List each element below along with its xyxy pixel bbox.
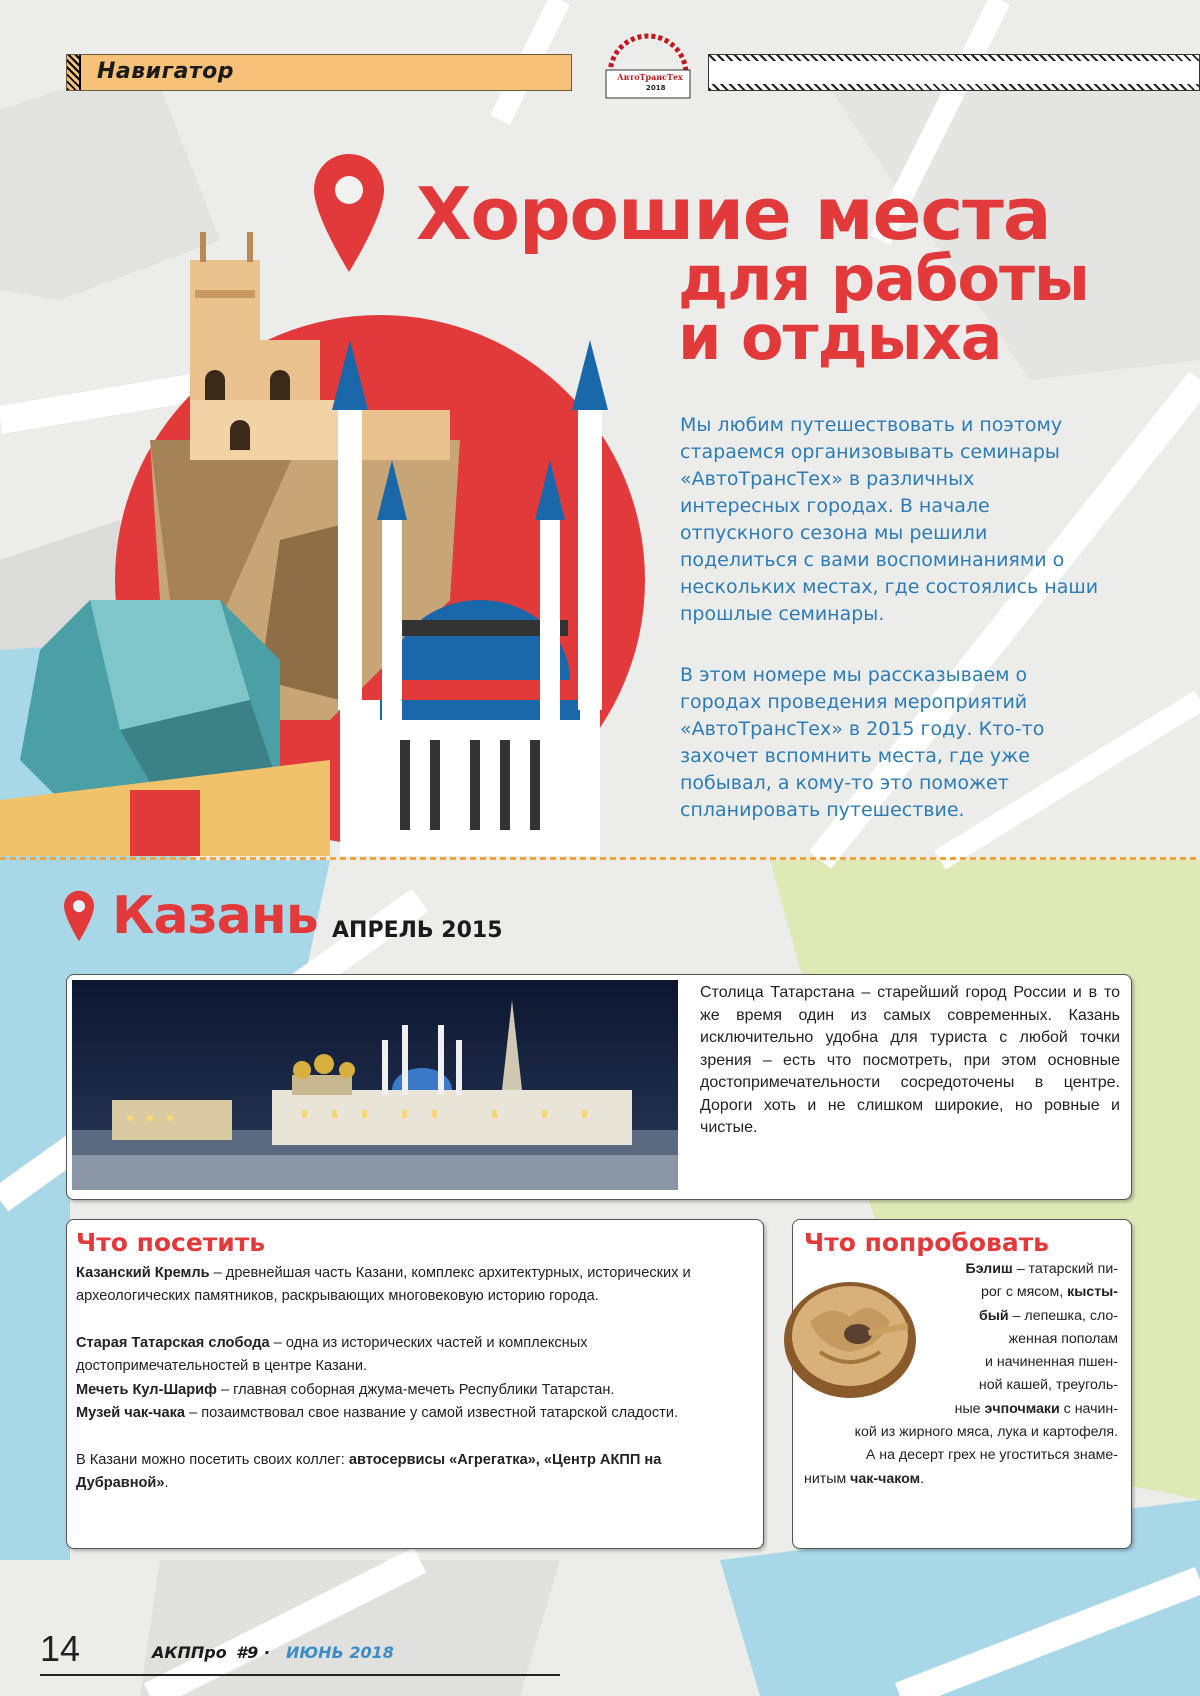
intro-paragraph-1: Мы любим путешествовать и поэтому стараемся организовывать семинары «АвтоТрансТех» в различных интересных городах. В начале отпускного сезона мы решили поделиться с вами воспоминаниями о нескольких местах, где состоялись наши прошлые семинары. — [680, 414, 1099, 625]
colleagues-suffix: . — [164, 1475, 169, 1492]
try-line — [804, 1468, 1118, 1491]
try-line: женная пополам — [1008, 1330, 1118, 1347]
try-line — [800, 1398, 1118, 1421]
logo-text: АвтоТрансТех — [617, 72, 683, 82]
visit-item — [76, 1332, 752, 1379]
visit-item-name: Музей чак-чака — [76, 1405, 186, 1421]
visit-item-text: – одна из исторических частей и комплексных достопримечательностей в центре Казани. — [76, 1335, 588, 1375]
try-line-text: . — [920, 1470, 925, 1487]
magazine-name: АКППро — [152, 1643, 227, 1662]
visit-item-text: – древнейшая часть Казани, комплекс архитектурных, исторических и археологических памятников, раскрывающих многовековую историю города. — [76, 1265, 691, 1305]
colleagues-prefix: В Казани можно посетить своих коллег: — [76, 1452, 349, 1468]
page-title — [416, 172, 1156, 374]
what-to-visit-title: Что посетить — [76, 1228, 266, 1257]
visit-item — [76, 1379, 752, 1402]
try-line — [800, 1281, 1118, 1304]
intro-paragraph-2: В этом номере мы рассказываем о городах проведения мероприятий «АвтоТрансТех» в 2015 году. Кто-то захочет вспомнить места, где уже побывал, а кому-то это поможет спланировать путешествие. — [680, 664, 1045, 821]
try-line: кой из жирного мяса, лука и картофеля. — [854, 1424, 1118, 1441]
title-line-3: и отдыха — [678, 300, 1002, 374]
section-header-bar — [66, 54, 572, 91]
title-line-1: Хорошие места — [416, 172, 1051, 256]
try-line-text: – татарский пи- — [1012, 1261, 1118, 1277]
issue-number: #9 · — [236, 1643, 270, 1662]
try-line — [800, 1305, 1118, 1328]
autotranstech-logo — [596, 30, 700, 100]
location-pin-icon — [314, 154, 384, 272]
try-line: А на десерт грех не угоститься знаме- — [865, 1447, 1118, 1464]
page-number: 14 — [40, 1628, 81, 1669]
dish-name: эчпочмаки — [984, 1400, 1060, 1417]
dish-name: Бэлиш — [965, 1261, 1013, 1277]
visit-item-name: Старая Татарская слобода — [76, 1335, 270, 1351]
try-line: ной кашей, треуголь- — [978, 1377, 1118, 1394]
dish-name: кысты- — [1067, 1284, 1118, 1301]
try-line-text: ные — [954, 1400, 985, 1417]
try-line-text: с начин- — [1059, 1400, 1118, 1417]
kazan-kremlin-night-photo — [72, 980, 678, 1190]
visit-item — [76, 1402, 752, 1425]
city-date: АПРЕЛЬ 2015 — [332, 918, 503, 943]
visit-item-name: Казанский Кремль — [76, 1265, 210, 1281]
city-description: Столица Татарстана – старейший город России и в то же время один из самых современных. Казань исключительно удобна для туриста с любой точки зрения – есть что посмотреть, при этом основные достопримечательности сосредоточены в центре. Дороги хоть и не слишком широкие, но ровные и чистые. — [700, 984, 1120, 1136]
try-line-text: рог с мясом, — [980, 1284, 1068, 1301]
try-line — [800, 1258, 1118, 1281]
colleagues-names: автосервисы «Агрегатка», «Центр АКПП на Дубравной» — [76, 1452, 662, 1492]
location-pin-icon — [64, 890, 94, 942]
dish-name: бый — [979, 1307, 1009, 1324]
dashed-divider — [0, 857, 1200, 860]
visit-item — [76, 1262, 752, 1309]
what-to-try-text — [800, 1258, 1118, 1491]
visit-colleagues — [76, 1449, 752, 1496]
footer-rule — [40, 1674, 560, 1676]
section-label: Навигатор — [97, 59, 235, 84]
what-to-try-title: Что попробовать — [804, 1228, 1049, 1257]
visit-item-text: – позаимствовал свое название у самой известной татарской сладости. — [185, 1405, 679, 1421]
try-line: и начиненная пшен- — [984, 1354, 1118, 1371]
try-line-text: – лепешка, сло- — [1008, 1307, 1118, 1324]
visit-item-text: – главная соборная джума-мечеть Республики Татарстан. — [216, 1382, 615, 1398]
issue-date: ИЮНЬ 2018 — [286, 1643, 394, 1662]
city-name: Казань — [112, 886, 318, 946]
header-hatched-band — [708, 54, 1200, 91]
title-line-2: для работы — [678, 242, 1089, 315]
try-line-text: нитым — [804, 1470, 851, 1487]
visit-item-name: Мечеть Кул-Шариф — [76, 1382, 217, 1398]
logo-year: 2018 — [646, 84, 666, 92]
dish-name: чак-чаком — [850, 1470, 921, 1487]
